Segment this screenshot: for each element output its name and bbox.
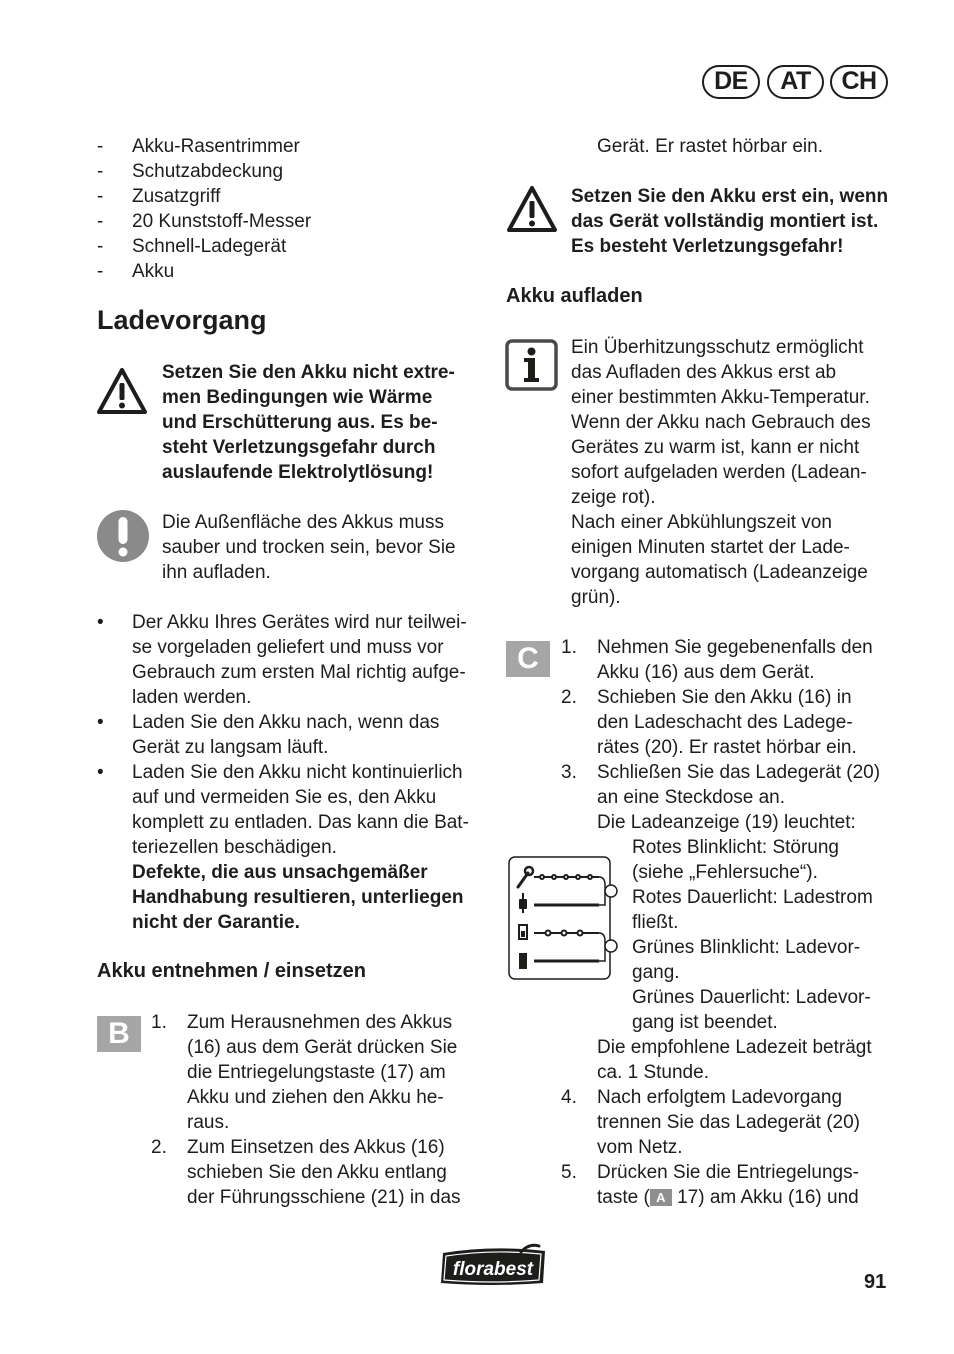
list-item: 2. Zum Einsetzen des Akkus (16) schieben Sie den Akku entlang der Führungsschiene (21) in das [151,1137,461,1208]
continuation-text: Gerät. Er rastet hörbar ein. [597,136,823,157]
list-item: • Der Akku Ihres Gerätes wird nur teilwei- se vorgeladen geliefert und muss vor Gebrauch zum ersten Mal richtig aufge- laden werden. [97,612,467,708]
figure-label-c: C [506,641,550,677]
lang-badge-at: AT [767,65,824,99]
list-item: - Akku-Rasentrimmer [97,136,300,157]
info-icon [505,339,558,391]
list-item: - Zusatzgriff [97,186,221,207]
lang-badge-de: DE [702,65,760,99]
exclamation-circle-icon [96,509,150,563]
subheading-remove-insert: Akku entnehmen / einsetzen [97,960,366,982]
scope-list [97,134,312,284]
charge-indicator-diagram [506,855,620,983]
charge-time-text: Die empfohlene Ladezeit beträgt ca. 1 Stunde. [597,1037,872,1083]
warning-text-extreme-conditions: Setzen Sie den Akku nicht extre- men Bedingungen wie Wärme und Erschütterung aus. Es be- steht Verletzungsgefahr durch auslaufende Elektrolytlösung! [162,362,455,483]
list-item: • Laden Sie den Akku nicht kontinuierlich auf und vermeiden Sie es, den Akku komplett zu entladen. Das kann die Bat- teriezellen beschädigen. Defekte, die aus unsachgemäßer Handhabung resultieren, unterliegen nicht der Garantie. [97,762,469,933]
list-item: 1. Zum Herausnehmen des Akkus (16) aus dem Gerät drücken Sie die Entriegelungstaste (17) am Akku und ziehen den Akku he- raus. [151,1012,458,1133]
warning-triangle-icon [506,184,558,234]
list-item: • Laden Sie den Akku nach, wenn das Gerät zu langsam läuft. [97,712,440,758]
svg-text:florabest: florabest [452,1259,534,1280]
battery-full-icon [519,953,527,969]
bullet-list [97,610,497,935]
list-item: - Schutzabdeckung [97,161,284,182]
info-text-overheat-protection: Ein Überhitzungsschutz ermöglicht das Aufladen des Akkus erst ab einer bestimmten Akku-Temperatur. Wenn der Akku nach Gebrauch des Gerätes zu warm ist, kann er nicht sofort aufgeladen werden (Ladean- zeige rot). Nach einer Abkühlungszeit von einigen Minuten startet der Lade- vorgang automatisch (Ladeanzeige grün). [571,337,871,608]
section-heading-ladevorgang: Ladevorgang [97,305,267,335]
lang-badge-ch: CH [830,65,888,99]
steps-charge-continued [561,1085,860,1210]
list-item: 5. Drücken Sie die Entriegelungs- taste ( A 17) am Akku (16) und [561,1162,859,1208]
list-item: - Akku [97,261,175,282]
steps-remove-insert [151,1010,461,1210]
step5-line2: taste ( A 17) am Akku (16) und [597,1187,859,1208]
list-item: 4. Nach erfolgtem Ladevorgang trennen Sie das Ladegerät (20) vom Netz. [561,1087,861,1158]
note-text-clean-battery: Die Außenfläche des Akkus muss sauber und trocken sein, bevor Sie ihn aufladen. [162,512,456,583]
figure-label-a: A [650,1189,672,1206]
list-item: - 20 Kunststoff-Messer [97,211,312,232]
list-item: 3. Schließen Sie das Ladegerät (20) an eine Steckdose an. Die Ladeanzeige (19) leuchtet: [561,762,881,833]
indicator-legend-text: Rotes Blinklicht: Störung (siehe „Fehlersuche“). Rotes Dauerlicht: Ladestrom fließt. Grünes Blinklicht: Ladevor- gang. Grünes Dauerlicht: Ladevor- gang ist beendet. [632,837,873,1033]
subheading-charge-battery: Akku aufladen [506,285,643,307]
warning-triangle-icon [96,366,148,416]
list-item: - Schnell-Ladegerät [97,236,287,257]
list-item: 1. Nehmen Sie gegebenenfalls den Akku (16) aus dem Gerät. [561,637,873,683]
list-item: 2. Schieben Sie den Akku (16) in den Ladeschacht des Ladege- rätes (20). Er rastet hörbar ein. [561,687,857,758]
page-number: 91 [864,1271,887,1293]
battery-icon [519,925,527,939]
steps-charge [561,635,880,835]
warning-text-assemble-first: Setzen Sie den Akku erst ein, wenn das Gerät vollständig montiert ist. Es besteht Verletzungsgefahr! [571,186,889,257]
florabest-logo [437,1243,552,1289]
figure-label-b: B [97,1016,141,1052]
